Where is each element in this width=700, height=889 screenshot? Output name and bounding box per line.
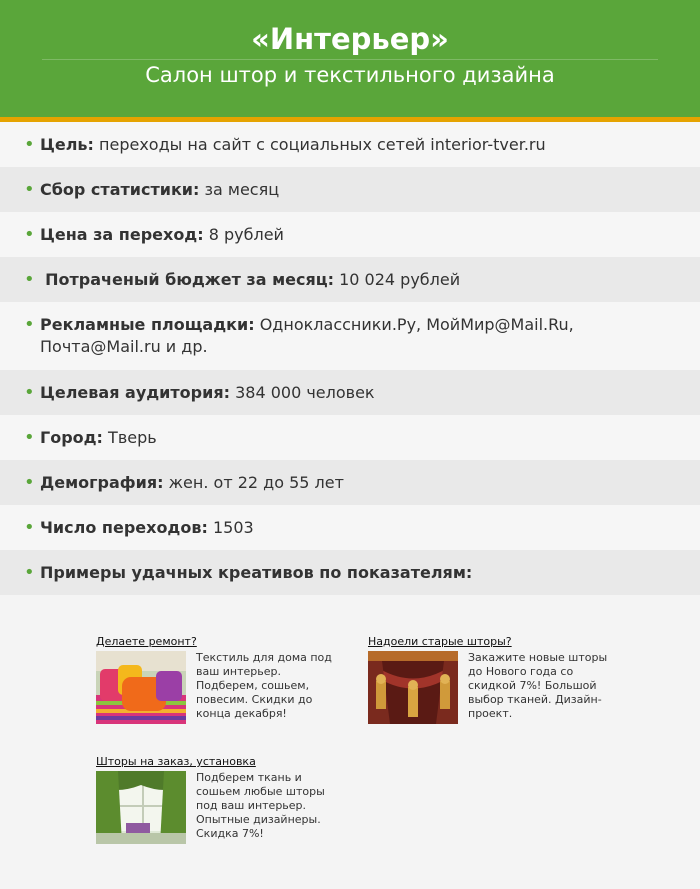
item-value: за месяц	[199, 179, 280, 199]
bullet-icon: •	[24, 314, 35, 335]
ad-card-repair[interactable]	[96, 635, 346, 724]
item-label: Число переходов:	[40, 517, 208, 537]
bullet-icon: •	[24, 133, 35, 155]
ad-examples	[0, 595, 700, 880]
list-item	[0, 167, 700, 212]
item-label: Цель:	[40, 134, 94, 154]
bullet-icon: •	[24, 381, 35, 403]
page-title: «Интерьер»	[251, 22, 449, 56]
ad-text: Текстиль для дома под ваш интерьер. Подберем, сошьем, повесим. Скидки до конца декабря!	[196, 651, 332, 720]
bullet-icon: •	[24, 426, 35, 448]
ad-title-link[interactable]: Делаете ремонт?	[96, 635, 197, 648]
curtain-tassel-image[interactable]	[368, 651, 458, 724]
list-item	[0, 550, 700, 595]
ad-card-old-curtains[interactable]	[368, 635, 618, 724]
list-item	[0, 257, 700, 302]
list-item	[0, 415, 700, 460]
item-label: Рекламные площадки:	[40, 315, 255, 334]
item-label: Сбор статистики:	[40, 179, 200, 199]
item-value: переходы на сайт с социальных сетей interior-tver.ru	[93, 134, 546, 154]
bullet-icon: •	[24, 178, 35, 200]
item-label: Город:	[40, 427, 103, 447]
bullet-icon: •	[24, 471, 35, 493]
bullet-icon: •	[24, 561, 35, 583]
header	[0, 0, 700, 122]
item-value: 10 024 рублей	[334, 269, 461, 289]
window-curtains-image[interactable]	[96, 771, 186, 844]
item-value: Одноклассники.Ру, МойМир@Mail.Ru, Почта@Mail.ru и др.	[40, 315, 574, 356]
bullet-icon: •	[24, 223, 35, 245]
bullet-icon: •	[24, 268, 35, 290]
item-label: Потраченый бюджет за месяц:	[45, 269, 335, 289]
item-label: Цена за переход:	[40, 224, 204, 244]
ad-text: Закажите новые шторы до Нового года со скидкой 7%! Большой выбор тканей. Дизайн-проект.	[468, 651, 608, 720]
list-item	[0, 460, 700, 505]
page-subtitle: Салон штор и текстильного дизайна	[145, 63, 555, 87]
list-item	[0, 302, 700, 370]
bullet-icon: •	[24, 516, 35, 538]
list-item	[0, 370, 700, 415]
item-value: 1503	[207, 517, 254, 537]
ad-title-link[interactable]: Шторы на заказ, установка	[96, 755, 256, 768]
item-value: 8 рублей	[203, 224, 284, 244]
list-item	[0, 505, 700, 550]
ad-card-custom-curtains[interactable]	[96, 755, 346, 844]
item-label: Целевая аудитория:	[40, 382, 230, 402]
pillows-image[interactable]	[96, 651, 186, 724]
info-list	[0, 122, 700, 595]
item-label: Примеры удачных креативов по показателям:	[40, 562, 473, 582]
list-item	[0, 212, 700, 257]
item-label: Демография:	[40, 472, 164, 492]
ad-title-link[interactable]: Надоели старые шторы?	[368, 635, 512, 648]
header-divider	[42, 59, 658, 60]
item-value: жен. от 22 до 55 лет	[163, 472, 344, 492]
item-value: Тверь	[102, 427, 157, 447]
ad-text: Подберем ткань и сошьем любые шторы под ваш интерьер. Опытные дизайнеры. Скидка 7%!	[196, 771, 325, 840]
item-value: 384 000 человек	[230, 382, 375, 402]
list-item	[0, 122, 700, 167]
